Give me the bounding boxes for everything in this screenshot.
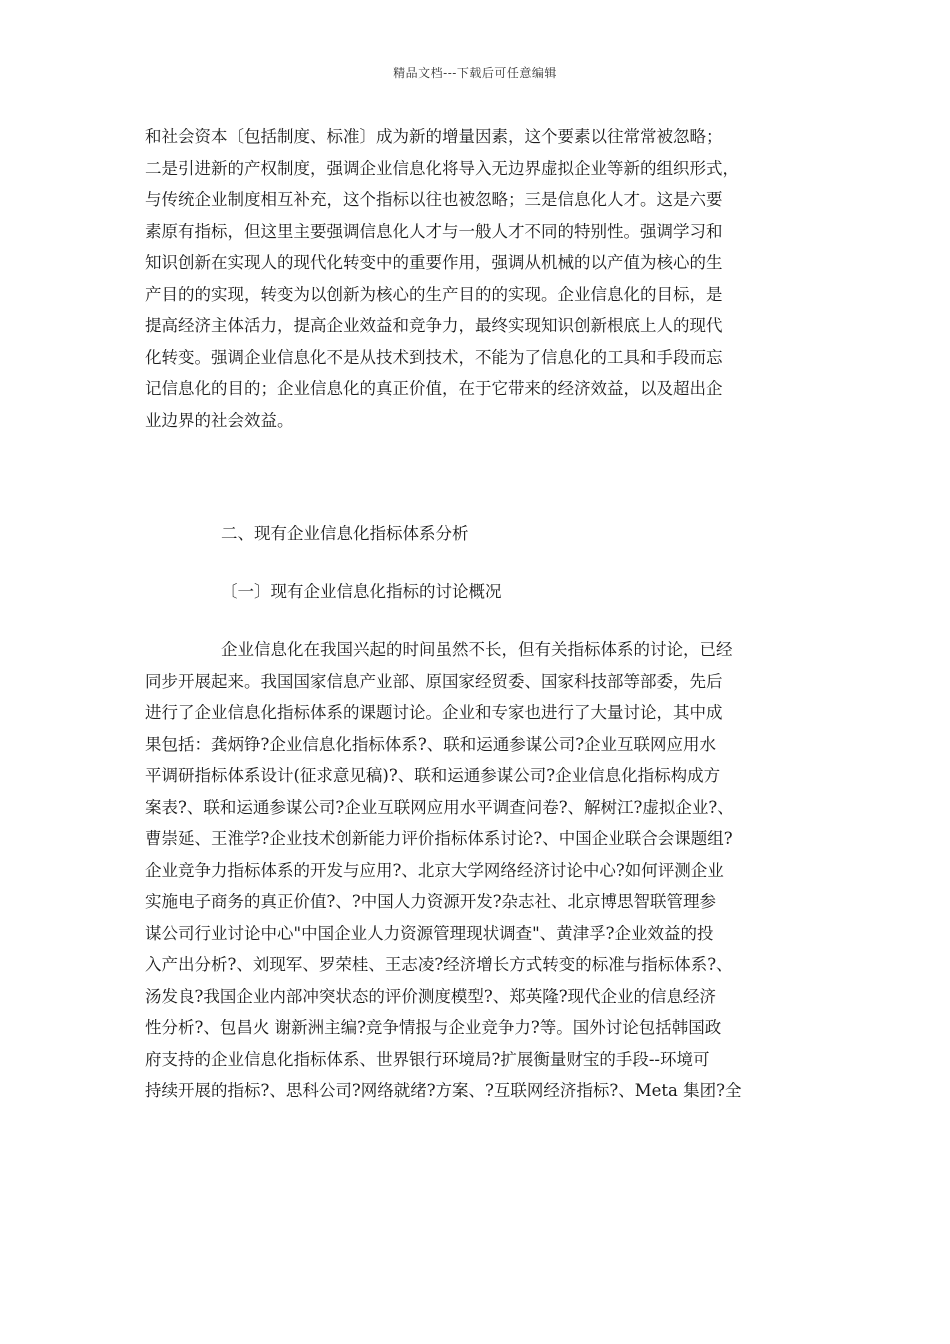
- text-line: 和社会资本〔包括制度、标准〕成为新的增量因素，这个要素以往常常被忽略；: [145, 127, 723, 146]
- section-heading: 二、现有企业信息化指标体系分析: [221, 524, 469, 543]
- text-line: 企业竞争力指标体系的开发与应用?、北京大学网络经济讨论中心?如何评测企业: [145, 860, 724, 880]
- text-line: 企业信息化在我国兴起的时间虽然不长，但有关指标体系的讨论，已经: [221, 640, 733, 659]
- text-line: 果包括：龚炳铮?企业信息化指标体系?、联和运通参谋公司?企业互联网应用水: [145, 734, 717, 754]
- text-line: 性分析?、包昌火 谢新洲主编?竞争情报与企业竞争力?等。国外讨论包括韩国政: [145, 1018, 722, 1037]
- text-line: 府支持的企业信息化指标体系、世界银行环境局?扩展衡量财宝的手段--环境可: [145, 1049, 710, 1069]
- text-line: 谋公司行业讨论中心"中国企业人力资源管理现状调查"、黄津孚?企业效益的投: [145, 923, 714, 943]
- text-line: 进行了企业信息化指标体系的课题讨论。企业和专家也进行了大量讨论，其中成: [145, 703, 723, 722]
- text-line: 记信息化的目的；企业信息化的真正价值，在于它带来的经济效益，以及超出企: [145, 379, 723, 398]
- text-line: 二是引进新的产权制度，强调企业信息化将导入无边界虚拟企业等新的组织形式，: [145, 158, 739, 178]
- text-line: 素原有指标，但这里主要强调信息化人才与一般人才不同的特别性。强调学习和: [145, 221, 723, 241]
- text-line: 提高经济主体活力，提高企业效益和竞争力，最终实现知识创新根底上人的现代: [145, 316, 723, 335]
- text-line: 持续开展的指标?、思科公司?网络就绪?方案、?互联网经济指标?、Meta 集团?全: [145, 1081, 742, 1100]
- text-line: 化转变。强调企业信息化不是从技术到技术，不能为了信息化的工具和手段而忘: [145, 347, 723, 367]
- text-line: 曹崇延、王淮学?企业技术创新能力评价指标体系讨论?、中国企业联合会课题组?: [145, 829, 733, 848]
- page-header: 精品文档---下载后可任意编辑: [393, 66, 557, 80]
- text-line: 实施电子商务的真正价值?、?中国人力资源开发?杂志社、北京博思智联管理参: [145, 892, 717, 911]
- text-line: 同步开展起来。我国国家信息产业部、原国家经贸委、国家科技部等部委，先后: [145, 671, 723, 691]
- text-line: 业边界的社会效益。: [145, 410, 294, 430]
- text-line: 与传统企业制度相互补充，这个指标以往也被忽略；三是信息化人才。这是六要: [145, 190, 723, 209]
- subsection-heading: 〔一〕现有企业信息化指标的讨论概况: [221, 582, 502, 601]
- text-line: 入产出分析?、刘现军、罗荣桂、王志凌?经济增长方式转变的标准与指标体系?、: [145, 955, 733, 974]
- text-line: 案表?、联和运通参谋公司?企业互联网应用水平调查问卷?、解树江?虚拟企业?、: [145, 797, 734, 817]
- text-line: 产目的的实现，转变为以创新为核心的生产目的的实现。企业信息化的目标，是: [145, 284, 723, 304]
- paragraph-1: [145, 121, 825, 436]
- paragraph-2: [145, 634, 825, 1107]
- text-line: 知识创新在实现人的现代化转变中的重要作用，强调从机械的以产值为核心的生: [145, 253, 723, 272]
- text-line: 平调研指标体系设计(征求意见稿)?、联和运通参谋公司?企业信息化指标构成方: [145, 766, 721, 785]
- text-line: 汤发良?我国企业内部冲突状态的评价测度模型?、郑英隆?现代企业的信息经济: [145, 986, 717, 1006]
